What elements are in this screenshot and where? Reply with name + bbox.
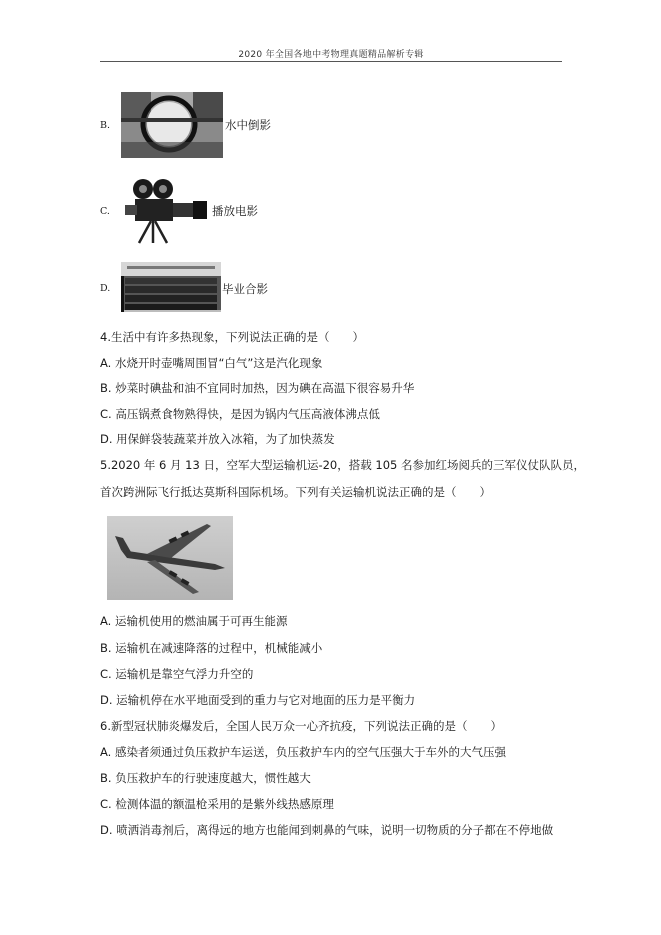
answer-option: B. 炒菜时碘盐和油不宜同时加热，因为碘在高温下很容易升华 [100, 381, 415, 395]
answer-option: C. 高压锅煮食物熟得快，是因为锅内气压高液体沸点低 [100, 407, 380, 421]
header-divider [100, 61, 562, 62]
option-caption: 播放电影 [212, 204, 258, 218]
option-letter: D. [100, 283, 111, 294]
answer-option: B. 运输机在减速降落的过程中，机械能减小 [100, 641, 323, 655]
option-letter: B. [100, 120, 111, 131]
answer-option: A. 水烧开时壶嘴周围冒“白气”这是汽化现象 [100, 356, 323, 370]
answer-option: C. 检测体温的额温枪采用的是紫外线热感原理 [100, 797, 334, 811]
option-caption: 水中倒影 [225, 118, 271, 132]
option-letter: C. [100, 206, 110, 217]
question-stem: 首次跨洲际飞行抵达莫斯科国际机场。下列有关运输机说法正确的是（ ） [100, 485, 491, 499]
answer-option: A. 感染者须通过负压救护车运送，负压救护车内的空气压强大于车外的大气压强 [100, 745, 506, 759]
answer-option: D. 运输机停在水平地面受到的重力与它对地面的压力是平衡力 [100, 693, 416, 707]
answer-option: D. 喷洒消毒剂后，离得远的地方也能闻到刺鼻的气味，说明一切物质的分子都在不停地做 [100, 823, 554, 837]
option-caption: 毕业合影 [222, 282, 268, 296]
answer-option: A. 运输机使用的燃油属于可再生能源 [100, 614, 288, 628]
question-stem: 5.2020 年 6 月 13 日，空军大型运输机运-20，搭载 105 名参加红场阅兵的三军仪仗队队员， [100, 458, 586, 472]
question-stem: 4.生活中有许多热现象，下列说法正确的是（ ） [100, 330, 364, 344]
answer-option: D. 用保鲜袋装蔬菜并放入冰箱，为了加快蒸发 [100, 432, 335, 446]
film-projector-photo [121, 177, 211, 245]
question-stem: 6.新型冠状肺炎爆发后，全国人民万众一心齐抗疫，下列说法正确的是（ ） [100, 719, 502, 733]
header-title: 2020 年全国各地中考物理真题精品解析专辑 [238, 50, 424, 60]
bridge-reflection-photo [121, 92, 223, 158]
answer-option: C. 运输机是靠空气浮力升空的 [100, 667, 254, 681]
transport-aircraft-photo [107, 516, 233, 600]
graduation-group-photo [121, 262, 221, 312]
answer-option: B. 负压救护车的行驶速度越大，惯性越大 [100, 771, 311, 785]
